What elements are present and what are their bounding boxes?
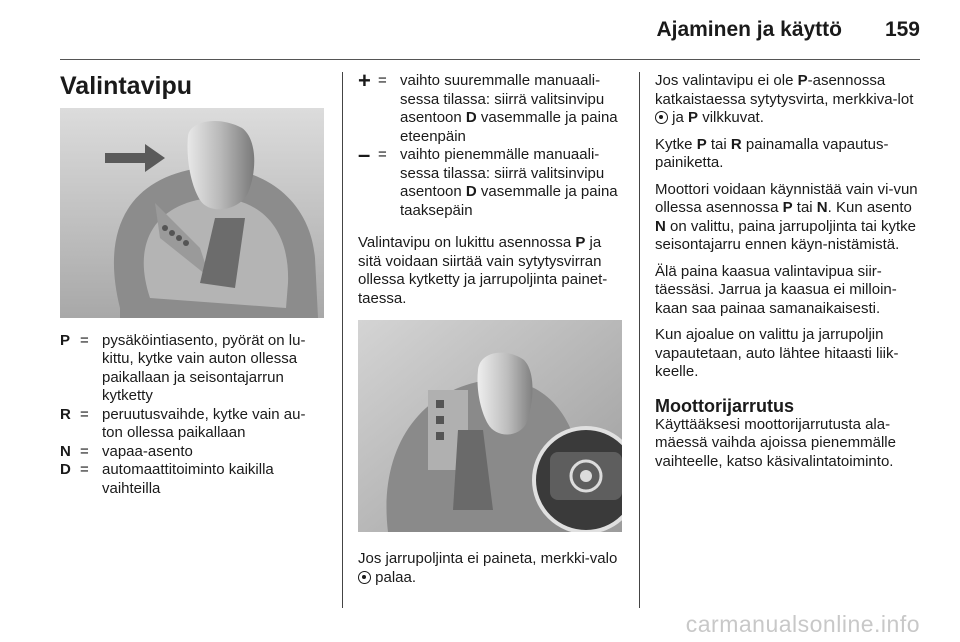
subsection-title: Moottorijarrutus	[655, 395, 794, 416]
page-number: 159	[884, 18, 920, 41]
paragraph: Moottori voidaan käynnistää vain vi-vun ollessa asennossa P tai N. Kun asento N on valittu, paina jarrupoljinta tai kytke seisontajarru ennen käyn-nistämistä.	[655, 180, 918, 253]
column-3	[655, 72, 923, 479]
list-item: – = vaihto pienemmälle manuaali-sessa tilassa: siirrä valitsinvipu asentoon D vasemmalle ja paina taaksepäin	[358, 142, 618, 219]
column-separator	[342, 72, 343, 608]
brake-warning-lamp-icon	[358, 571, 371, 584]
gear-position-list	[60, 332, 326, 499]
column-1	[60, 72, 326, 498]
list-item: R = peruutusvaihde, kytke vain au-ton ollessa paikallaan	[60, 405, 306, 441]
paragraph: Käyttääksesi moottorijarrutusta ala-mäessä vaihda ajoissa pienemmälle vaihteelle, katso käsivalintatoiminto.	[655, 415, 896, 470]
column-2	[358, 68, 624, 595]
paragraph: Kun ajoalue on valittu ja jarrupoljin vapautetaan, auto lähtee hitaasti liik-keelle.	[655, 326, 899, 380]
brake-warning-lamp-icon	[655, 111, 668, 124]
paragraph: Kytke P tai R painamalla vapautus-painiketta.	[655, 135, 889, 171]
plus-icon: +	[358, 68, 371, 93]
chapter-title: Ajaminen ja käyttö	[656, 18, 842, 41]
brake-lamp-photo	[358, 320, 622, 532]
list-item: + = vaihto suuremmalle manuaali-sessa tilassa: siirrä valitsinvipu asentoon D vasemmalle ja paina eteenpäin	[358, 68, 618, 145]
paragraph: Jos jarrupoljinta ei paineta, merkki-valo palaa.	[358, 550, 618, 586]
paragraph: Jos valintavipu ei ole P-asennossa katkaistaessa sytytysvirta, merkkiva-lot ja P vilkkuvat.	[655, 72, 914, 126]
page-header	[60, 0, 920, 60]
header-rule	[60, 59, 920, 60]
minus-icon: –	[358, 142, 371, 167]
watermark: carmanualsonline.info	[685, 611, 920, 637]
column-separator	[639, 72, 640, 608]
list-item: N = vapaa-asento	[60, 442, 193, 460]
paragraph: Älä paina kaasua valintavipua siir-täessäsi. Jarrua ja kaasua ei milloin-kaan saa painaa samanaikaisesti.	[655, 262, 897, 317]
section-title: Valintavipu	[60, 72, 192, 100]
list-item: D = automaattitoiminto kaikilla vaihteilla	[60, 461, 274, 497]
paragraph: Valintavipu on lukittu asennossa P ja sitä voidaan siirtää vain sytytysvirran ollessa kytketty ja jarrupoljinta painet-taessa.	[358, 234, 608, 307]
gear-selector-photo	[60, 108, 324, 318]
list-item: P = pysäköintiasento, pyörät on lu-kittu, kytke vain auton ollessa paikallaan ja seisontajarrun kytketty	[60, 331, 306, 404]
